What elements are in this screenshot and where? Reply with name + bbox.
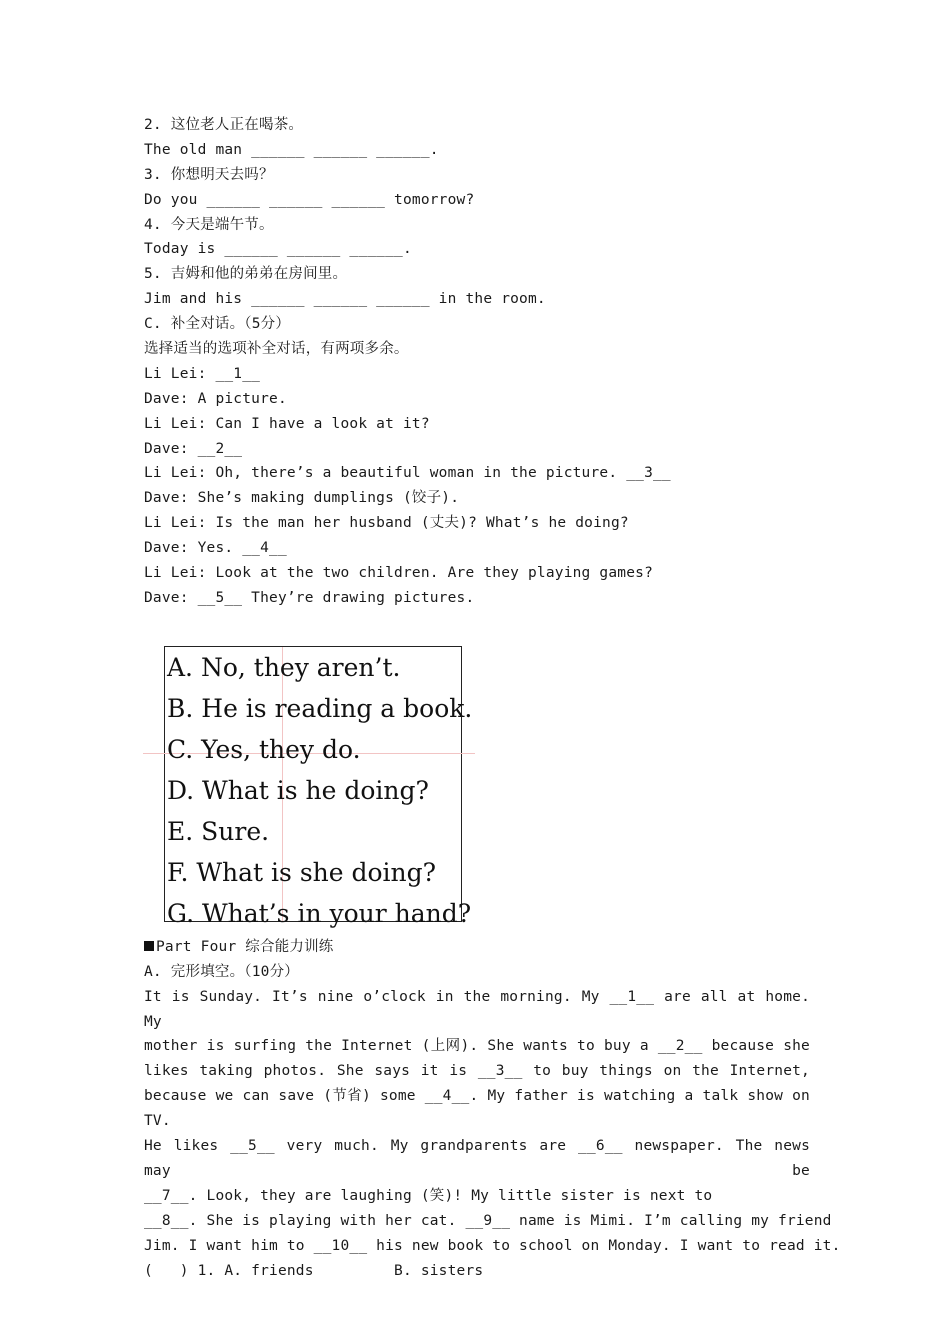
cloze-heading: A. 完形填空。（10分） [144,963,299,980]
dialogue-line: Dave: __5__ They’re drawing pictures. [144,589,475,606]
dialogue-line: Dave: She’s making dumplings (饺子). [144,490,460,507]
q3-english: Do you ______ ______ ______ tomorrow? [144,191,475,208]
cloze-passage [144,985,841,1259]
dialogue-line: Li Lei: Look at the two children. Are they playing games? [144,565,653,582]
q3-chinese: 3. 你想明天去吗？ [144,166,274,183]
option-g: G. What’s in your hand? [167,898,472,928]
dialogue [144,362,810,611]
part-four-title: Part Four 综合能力训练 [156,938,334,955]
q4-english: Today is ______ ______ ______. [144,241,412,258]
passage-line: Jim. I want him to __10__ his new book to school on Monday. I want to read it. [144,1237,841,1254]
passage-line: It is Sunday. It’s nine o’clock in the morning. My __1__ are all at home. My [144,988,810,1030]
black-square-icon [144,941,154,951]
passage-line: mother is surfing the Internet (上网). She wants to buy a __2__ because she [144,1038,810,1055]
option-e: E. Sure. [167,816,270,846]
q4-chinese: 4. 今天是端午节。 [144,216,274,233]
dialogue-line: Li Lei: Can I have a look at it? [144,415,430,432]
dialogue-line: Dave: __2__ [144,440,243,457]
options-box [164,646,473,928]
option-d: D. What is he doing? [167,775,429,805]
section-c-instruction: 选择适当的选项补全对话，有两项多余。 [144,341,409,358]
part-four-heading [144,935,810,960]
passage-line: likes taking photos. She says it is __3__ to buy things on the Internet, [144,1063,810,1080]
q5-english: Jim and his ______ ______ ______ in the room. [144,291,546,308]
q2-chinese: 2. 这位老人正在喝茶。 [144,117,304,133]
passage-line: because we can save (节省) some __4__. My father is watching a talk show on TV. [144,1088,810,1130]
dialogue-line: Li Lei: Oh, there’s a beautiful woman in the picture. __3__ [144,465,671,482]
dialogue-line: Li Lei: Is the man her husband (丈夫)? What’s he doing? [144,515,629,532]
passage-line: __8__. She is playing with her cat. __9__ name is Mimi. I’m calling my friend [144,1212,832,1229]
passage-line: He likes __5__ very much. My grandparents are __6__ newspaper. The news may be [144,1138,810,1179]
dialogue-line: Dave: Yes. __4__ [144,540,287,557]
section-c-heading: C. 补全对话。（5分） [144,316,291,333]
option-c: C. Yes, they do. [167,734,361,764]
option-b: B. He is reading a book. [167,693,473,723]
option-a: A. No, they aren’t. [167,652,401,682]
q5-chinese: 5. 吉姆和他的弟弟在房间里。 [144,266,348,283]
option-f: F. What is she doing? [167,857,437,887]
dialogue-line: Dave: A picture. [144,390,287,407]
worksheet-page [144,113,841,1283]
passage-line: __7__. Look, they are laughing (笑)! My little sister is next to [144,1187,713,1204]
q2-english: The old man ______ ______ ______. [144,141,439,158]
dialogue-line: Li Lei: __1__ [144,365,261,382]
cloze-question-1: ( ) 1. A. friends B. sisters [144,1262,484,1279]
spacer [144,611,810,646]
